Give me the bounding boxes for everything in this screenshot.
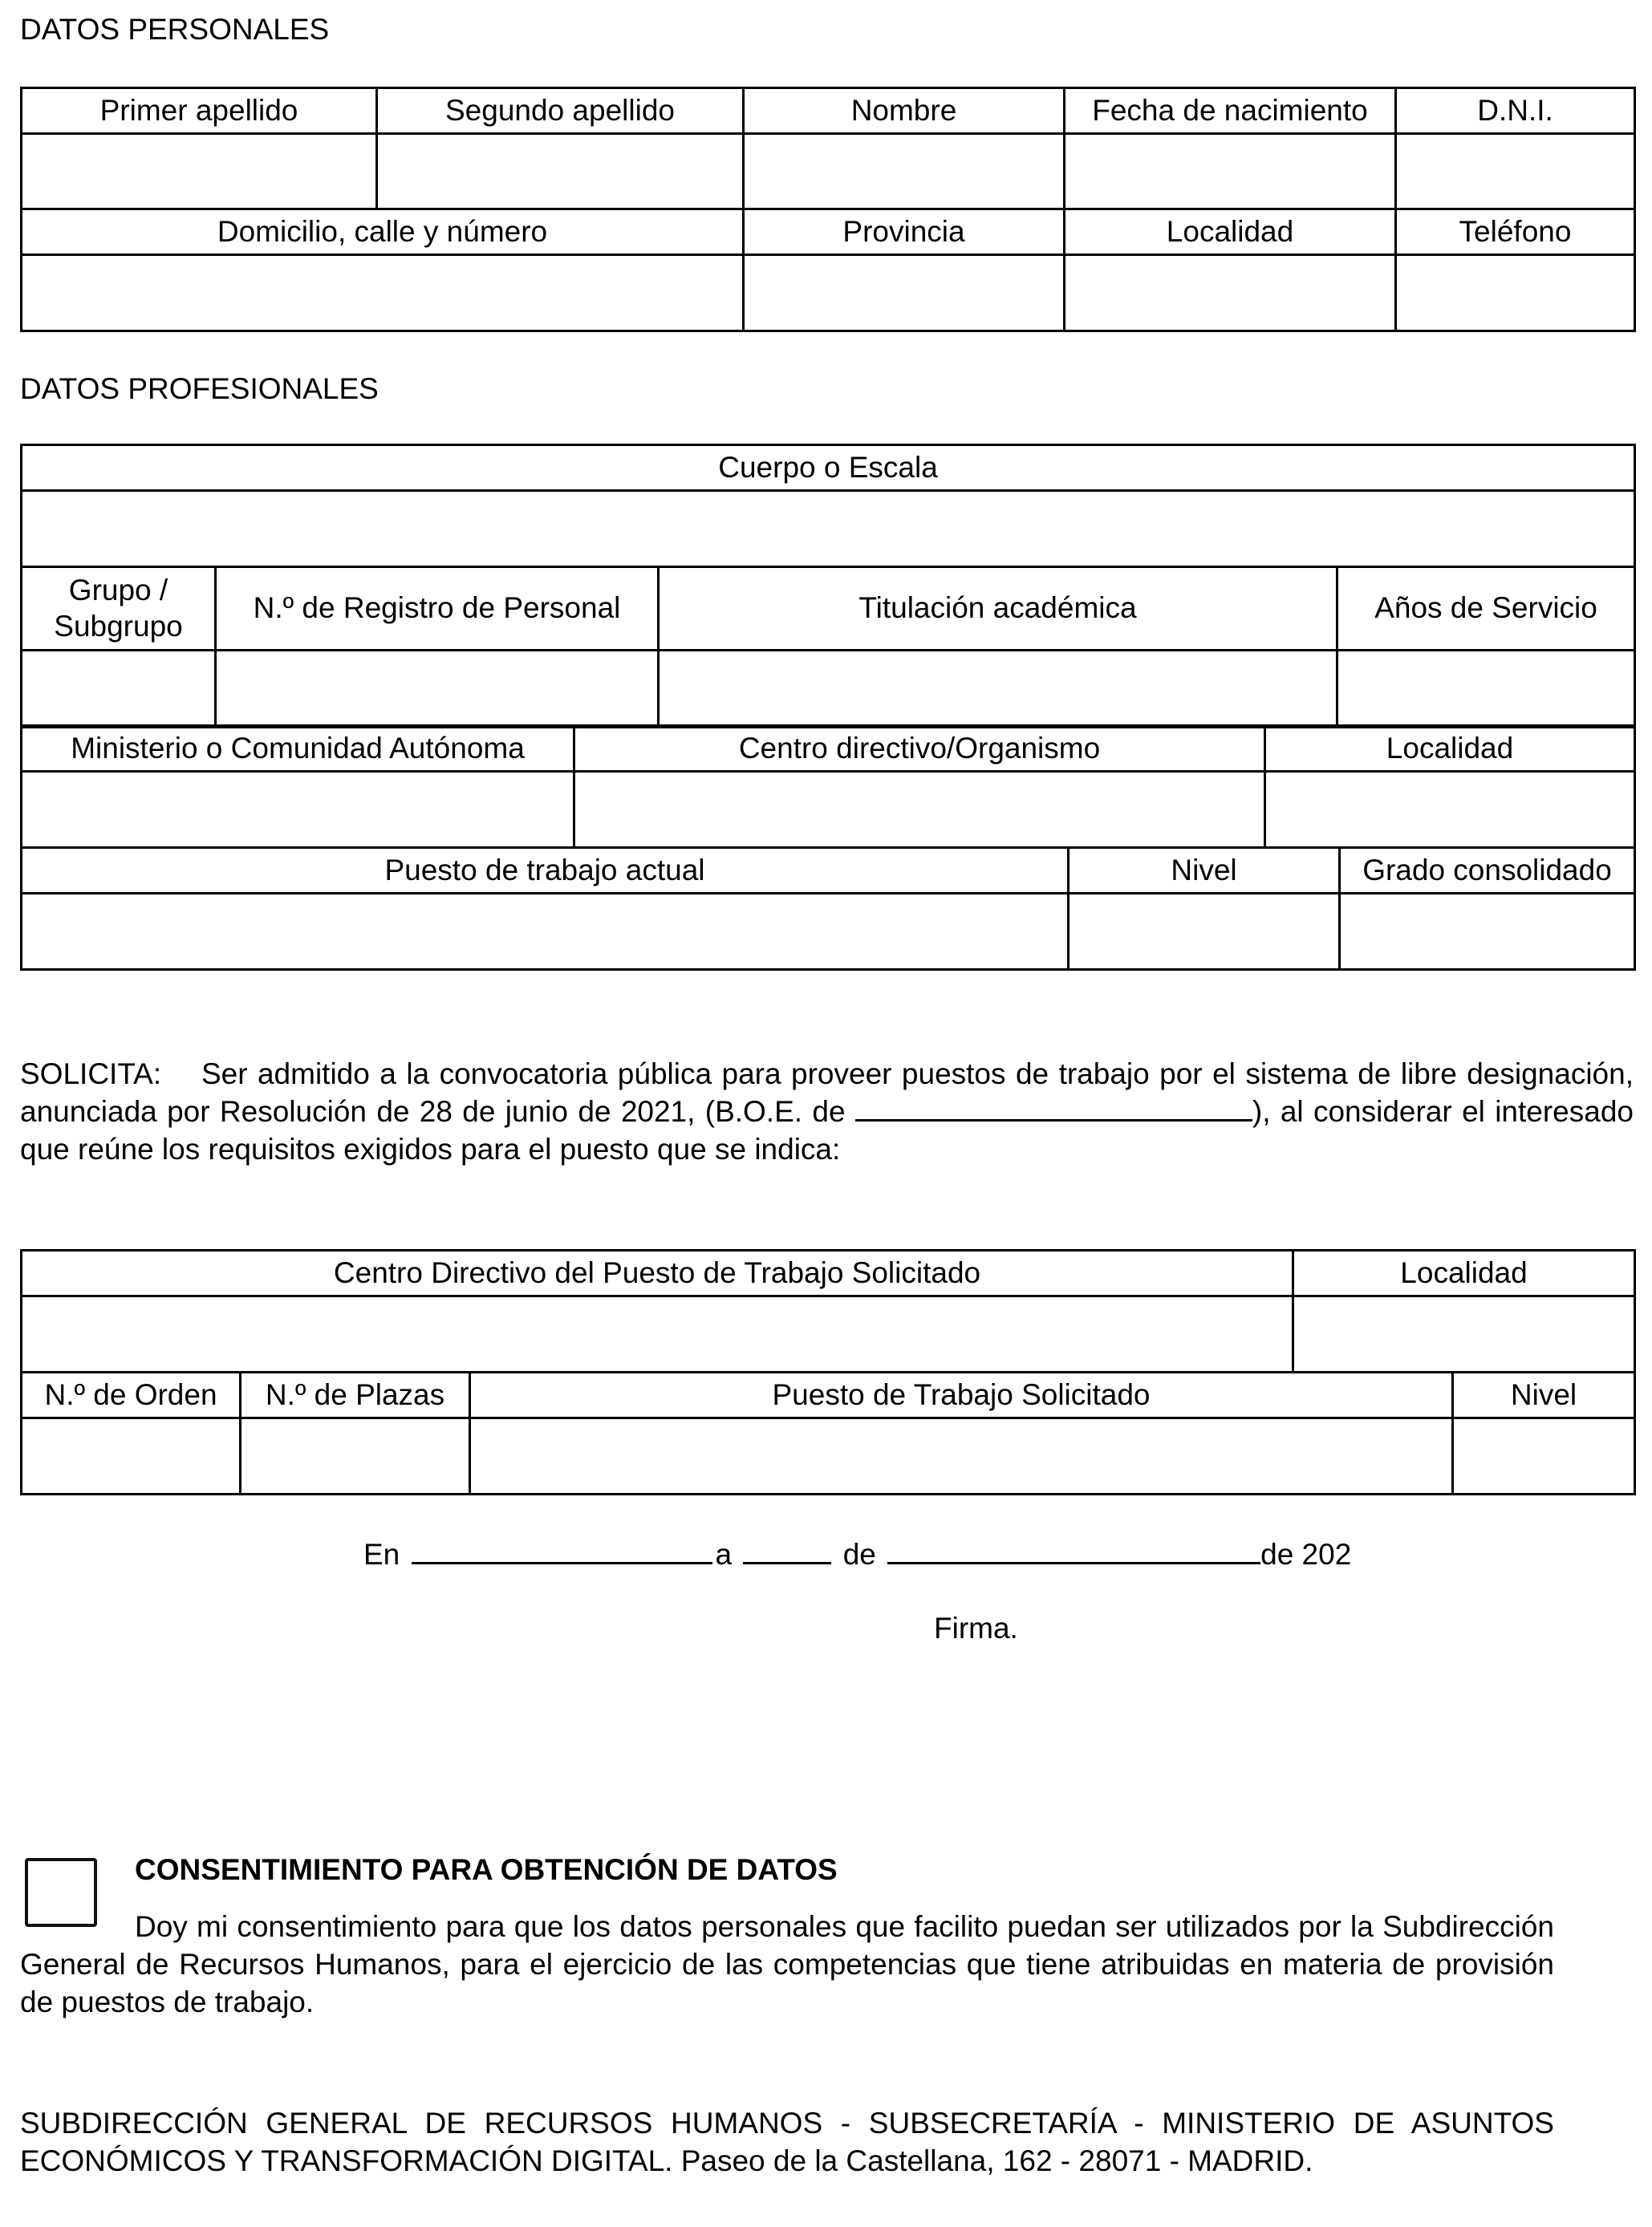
field-dni[interactable] [1396,134,1635,209]
solicita-paragraph [20,1055,1634,1168]
solicita-text-1: Ser admitido a la convocatoria pública para proveer puestos de trabajo por el sistema de libre designación, anunciada por Resolución de 28 de junio de 2021, (B.O.E. de [20,1057,1634,1128]
personal-data-table [20,87,1636,332]
header-puesto-actual: Puesto de trabajo actual [22,848,1069,894]
header-nombre: Nombre [744,88,1065,134]
header-ministerio: Ministerio o Comunidad Autónoma [22,726,574,772]
field-centro-directivo[interactable] [574,772,1265,848]
header-nivel: Nivel [1069,848,1340,894]
field-anios-servicio[interactable] [1337,651,1635,728]
solicita-text-2: ), al considerar el interesado que reúne los requisitos exigidos para el puesto que se indica: [20,1095,1634,1166]
field-nivel[interactable] [1069,894,1340,970]
professional-data-table-1 [20,444,1636,728]
field-primer-apellido[interactable] [22,134,377,209]
header-nivel-solicitado: Nivel [1453,1373,1635,1418]
header-dni: D.N.I. [1396,88,1635,134]
header-centro-solicitado: Centro Directivo del Puesto de Trabajo Solicitado [22,1251,1293,1296]
header-localidad: Localidad [1065,209,1396,255]
date-year-label: de 202 [1260,1538,1352,1571]
header-numero-orden: N.º de Orden [22,1373,241,1418]
date-en-label: En [363,1538,400,1571]
header-grado-consolidado: Grado consolidado [1340,848,1635,894]
solicita-label: SOLICITA: [20,1057,162,1090]
header-registro-personal: N.º de Registro de Personal [216,567,659,651]
field-registro-personal[interactable] [216,651,659,728]
personal-section-title: DATOS PERSONALES [20,13,330,46]
place-blank[interactable] [412,1538,712,1564]
field-puesto-solicitado[interactable] [470,1418,1453,1495]
date-de-label: de [842,1538,876,1571]
field-nombre[interactable] [744,134,1065,209]
field-ministerio[interactable] [22,772,574,848]
header-puesto-solicitado: Puesto de Trabajo Solicitado [470,1373,1453,1418]
field-grupo-subgrupo[interactable] [22,651,216,728]
firma-label: Firma. [934,1612,1018,1645]
requested-position-table-1 [20,1249,1636,1373]
consent-text: Doy mi consentimiento para que los datos personales que facilito puedan ser utilizados por la Subdirección General de Recursos Humanos, para el ejercicio de las competencias que tiene atribuidas en materia de provisión de puestos de trabajo. [20,1910,1554,2018]
field-numero-orden[interactable] [22,1418,241,1495]
requested-position-table-2 [20,1371,1636,1495]
footer-address: SUBDIRECCIÓN GENERAL DE RECURSOS HUMANOS - SUBSECRETARÍA - MINISTERIO DE ASUNTOS ECONÓMICOS Y TRANSFORMACIÓN DIGITAL. Paseo de la Castellana, 162 - 28071 - MADRID. [20,2107,1554,2177]
date-a-label: a [715,1538,733,1571]
header-localidad-prof: Localidad [1265,726,1635,772]
header-provincia: Provincia [744,209,1065,255]
field-segundo-apellido[interactable] [377,134,744,209]
field-numero-plazas[interactable] [241,1418,470,1495]
field-centro-solicitado[interactable] [22,1296,1293,1373]
field-grado-consolidado[interactable] [1340,894,1635,970]
date-line [363,1535,1487,1573]
field-localidad[interactable] [1065,255,1396,331]
month-blank[interactable] [887,1538,1260,1564]
header-anios-servicio: Años de Servicio [1337,567,1635,651]
professional-data-table-3 [20,846,1636,971]
header-segundo-apellido: Segundo apellido [377,88,744,134]
field-provincia[interactable] [744,255,1065,331]
field-nivel-solicitado[interactable] [1453,1418,1635,1495]
header-domicilio: Domicilio, calle y número [22,209,744,255]
header-numero-plazas: N.º de Plazas [241,1373,470,1418]
header-localidad-solicitada: Localidad [1293,1251,1635,1296]
header-grupo-subgrupo: Grupo / Subgrupo [22,567,216,651]
professional-data-table-2 [20,724,1636,849]
field-localidad-solicitada[interactable] [1293,1296,1635,1373]
header-titulacion: Titulación académica [659,567,1337,651]
header-fecha-nacimiento: Fecha de nacimiento [1065,88,1396,134]
professional-section-title: DATOS PROFESIONALES [20,372,379,405]
field-cuerpo-escala[interactable] [22,491,1635,567]
header-cuerpo-escala: Cuerpo o Escala [22,445,1635,491]
field-domicilio[interactable] [22,255,744,331]
field-titulacion[interactable] [659,651,1337,728]
field-telefono[interactable] [1396,255,1635,331]
header-telefono: Teléfono [1396,209,1635,255]
day-blank[interactable] [743,1538,831,1564]
consent-title: CONSENTIMIENTO PARA OBTENCIÓN DE DATOS [135,1853,838,1886]
field-localidad-prof[interactable] [1265,772,1635,848]
field-puesto-actual[interactable] [22,894,1069,970]
boe-date-blank[interactable] [855,1095,1252,1122]
header-primer-apellido: Primer apellido [22,88,377,134]
field-fecha-nacimiento[interactable] [1065,134,1396,209]
header-centro-directivo: Centro directivo/Organismo [574,726,1265,772]
